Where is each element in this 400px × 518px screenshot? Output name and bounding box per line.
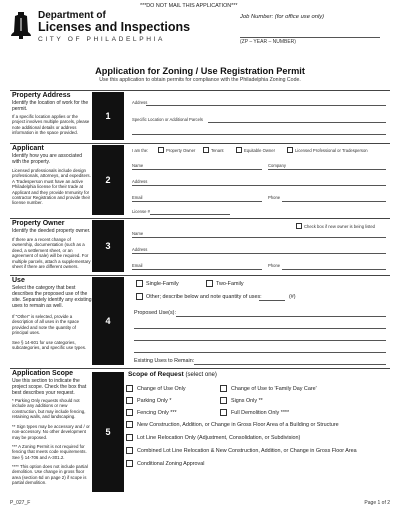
scope-fencing-label: Fencing Only *** <box>137 410 177 416</box>
proposed-uses-label: Proposed Use(s): <box>134 310 176 316</box>
section-3-title: Property Owner <box>12 220 65 227</box>
applicant-email-label: Email <box>132 195 143 200</box>
applicant-phone-field[interactable] <box>282 201 386 202</box>
section-5-note2: ** Sign types may be accessory and / or non-accessory. No other development may be proposed. <box>12 424 90 440</box>
form-id: P_027_F <box>10 500 31 506</box>
section-1-specific-field[interactable] <box>208 122 386 123</box>
role-property-owner-checkbox[interactable] <box>158 147 164 153</box>
section-1-note: If a specific location applies or the project involves multiple parcels, please note additional details or address information in the space provided. <box>12 114 90 136</box>
role-equitable-owner-label: Equitable Owner <box>244 148 275 153</box>
section-4-note2: See § 14-601 for use categories, subcategories, and specific use types. <box>12 340 87 351</box>
applicant-name-label: Name <box>132 163 144 168</box>
owner-phone-field[interactable] <box>282 269 386 270</box>
section-5-number: 5 <box>92 372 124 492</box>
section-1-number: 1 <box>92 92 124 140</box>
role-licensed-professional-label: Licensed Professional or Tradesperson <box>295 148 368 153</box>
role-property-owner-label: Property Owner <box>166 148 196 153</box>
new-owner-checkbox[interactable] <box>296 223 302 229</box>
scope-heading-note: (select one) <box>185 372 217 378</box>
job-number-field[interactable] <box>240 37 380 38</box>
use-quantity-suffix: (#) <box>289 294 296 300</box>
section-3-subtitle: Identify the deeded property owner. <box>12 228 91 234</box>
scope-fencing-checkbox[interactable] <box>126 409 133 416</box>
applicant-company-label: Company <box>268 163 286 168</box>
owner-email-label: Email <box>132 263 143 268</box>
applicant-email-field[interactable] <box>132 201 262 202</box>
scope-signs-checkbox[interactable] <box>220 397 227 404</box>
role-tenant-checkbox[interactable] <box>203 147 209 153</box>
section-5-note4: **** This option does not include partial demolition. Use change in gross floor area (section 6d on page 2) if scope is partial demolition. <box>12 464 88 486</box>
scope-conditional-label: Conditional Zoning Approval <box>137 461 205 467</box>
role-equitable-owner-checkbox[interactable] <box>236 147 242 153</box>
scope-family-day-care-checkbox[interactable] <box>220 385 227 392</box>
scope-signs-label: Signs Only ** <box>231 398 263 404</box>
section-2-top-rule <box>10 143 390 144</box>
job-format: (ZP – YEAR – NUMBER) <box>240 39 296 45</box>
proposed-uses-field-3[interactable] <box>134 340 386 341</box>
use-quantity-field[interactable] <box>259 300 285 301</box>
scope-parking-checkbox[interactable] <box>126 397 133 404</box>
proposed-uses-field-2[interactable] <box>134 328 386 329</box>
logo-line3: CITY OF PHILADELPHIA <box>38 36 165 43</box>
section-2-number: 2 <box>92 145 124 215</box>
scope-change-of-use-checkbox[interactable] <box>126 385 133 392</box>
scope-parking-label: Parking Only * <box>137 398 172 404</box>
role-tenant-label: Tenant <box>211 148 224 153</box>
applicant-license-label: License # <box>132 209 150 214</box>
section-1-specific-field-2[interactable] <box>132 134 386 135</box>
logo <box>10 10 210 50</box>
scope-combined-label: Combined Lot Line Relocation & New Construction, Addition, or Change in Gross Floor Area <box>137 448 357 454</box>
two-family-checkbox[interactable] <box>206 280 213 287</box>
other-use-label: Other; describe below and note quantity of uses: <box>146 294 262 300</box>
applicant-address-field[interactable] <box>132 185 386 186</box>
logo-line1: Department of <box>38 10 106 21</box>
owner-address-label: Address <box>132 247 148 252</box>
logo-line2: Licenses and Inspections <box>38 20 191 34</box>
existing-uses-label: Existing Uses to Remain: <box>134 358 195 364</box>
section-4-number: 4 <box>92 277 124 365</box>
page-title: Application for Zoning / Use Registration Permit <box>95 66 305 76</box>
section-4-top-rule <box>10 275 390 276</box>
scope-new-construction-checkbox[interactable] <box>126 421 133 428</box>
applicant-name-field[interactable] <box>132 169 262 170</box>
owner-address-field[interactable] <box>132 253 386 254</box>
section-1-address-label: Address <box>132 100 148 105</box>
section-3-note: If there are a recent change of ownership, documentation (such as a deed, a settlement sheet, or an agreement of sale) will be required. For multiple parcels, attach a supplementary sheet if there are different owners. <box>12 237 91 270</box>
scope-full-demolition-checkbox[interactable] <box>220 409 227 416</box>
section-1-top-rule <box>10 90 390 91</box>
section-1-title: Property Address <box>12 92 71 99</box>
applicant-company-field[interactable] <box>268 169 386 170</box>
single-family-label: Single-Family <box>146 281 179 287</box>
single-family-checkbox[interactable] <box>136 280 143 287</box>
liberty-bell-icon <box>10 12 32 40</box>
section-1-specific-label: Specific Location or Additional Parcels <box>132 117 203 122</box>
section-5-subtitle: Use this section to indicate the project scope. Check the box that best describes your request. <box>12 378 87 396</box>
scope-lot-line-label: Lot Line Relocation Only (Adjustment, Consolidation, or Subdivision) <box>137 435 301 441</box>
section-1-address-field[interactable] <box>146 105 386 106</box>
scope-full-demolition-label: Full Demolition Only **** <box>231 410 290 416</box>
job-number-label: Job Number: (for office use only) <box>240 14 325 20</box>
section-2-title: Applicant <box>12 145 44 152</box>
section-2-subtitle: Identify how you are associated with the property. <box>12 153 83 165</box>
section-4-subtitle: Select the category that best describes the proposed use of the site. Separately identify any existing uses to remain as well. <box>12 285 92 309</box>
section-4-note1: If "Other" is selected, provide a description of all uses in the space provided and note the quantity of principal uses. <box>12 314 80 336</box>
section-4-title: Use <box>12 277 25 284</box>
section-3-number: 3 <box>92 220 124 272</box>
section-5-top-rule <box>10 368 390 369</box>
applicant-license-field[interactable] <box>150 214 230 215</box>
owner-name-field[interactable] <box>132 237 386 238</box>
scope-conditional-checkbox[interactable] <box>126 460 133 467</box>
other-use-checkbox[interactable] <box>136 293 143 300</box>
scope-heading-text: Scope of Request <box>128 371 184 378</box>
section-3-top-rule <box>10 218 390 219</box>
applicant-phone-label: Phone <box>268 195 281 200</box>
notice: ***DO NOT MAIL THIS APPLICATION*** <box>140 3 238 9</box>
scope-family-day-care-label: Change of Use to 'Family Day Care' <box>231 386 317 392</box>
two-family-label: Two-Family <box>216 281 244 287</box>
page-subtitle: Use this application to obtain permits for compliance with the Philadelphia Zoning Code. <box>99 77 301 83</box>
scope-heading <box>128 371 217 378</box>
section-5-note1: * Parking Only requests should not include any additions or new construction, but may include fencing, retaining walls, and landscaping. <box>12 398 86 420</box>
section-2-note: Licensed professionals include design professionals, attorneys, and expediters. A Tradesperson must have an active Philadelphia license for their trade at Applicant and they provide Immunity for contractor Registration and provide their license number. <box>12 168 91 206</box>
section-1-subtitle: Identify the location of work for the permit. <box>12 100 89 112</box>
section-5-note3: *** A Zoning Permit is not required for fencing that meets code requirements. See § 14-706 and A-301.2. <box>12 444 87 460</box>
scope-change-of-use-label: Change of Use Only <box>137 386 186 392</box>
owner-phone-label: Phone <box>268 263 281 268</box>
applicant-address-label: Address <box>132 179 148 184</box>
scope-new-construction-label: New Construction, Addition, or Change in Gross Floor Area of a Building or Structure <box>137 422 339 428</box>
scope-lot-line-checkbox[interactable] <box>126 434 133 441</box>
owner-email-field[interactable] <box>132 269 262 270</box>
role-licensed-professional-checkbox[interactable] <box>287 147 293 153</box>
proposed-uses-field[interactable] <box>176 316 386 317</box>
i-am-the-label: I am the: <box>132 148 149 153</box>
section-5-title: Application Scope <box>12 370 74 377</box>
owner-name-label: Name <box>132 231 144 236</box>
page-number: Page 1 of 2 <box>364 500 390 506</box>
existing-uses-field[interactable] <box>194 364 386 365</box>
scope-combined-checkbox[interactable] <box>126 447 133 454</box>
new-owner-label: Check box if new owner is being listed <box>304 224 375 229</box>
proposed-uses-field-4[interactable] <box>134 352 386 353</box>
